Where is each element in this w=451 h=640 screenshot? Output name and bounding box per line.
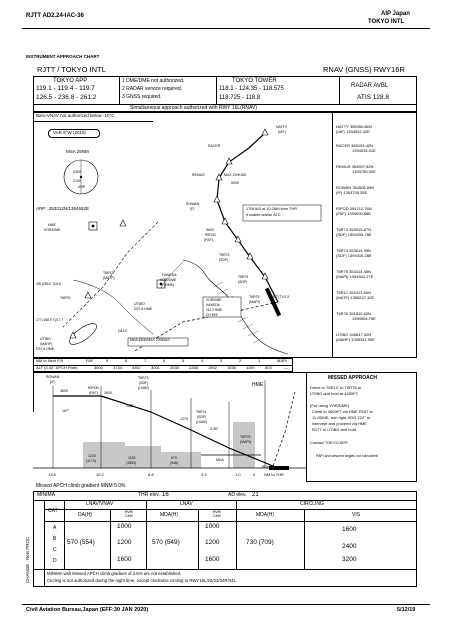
cat-header: CAT bbox=[48, 508, 58, 514]
dist-row1-cell: 2 bbox=[239, 358, 242, 363]
twr-freq-2: 118.725 - 118.8 bbox=[219, 95, 261, 101]
plan-max-speed: MAX 210KIAS bbox=[224, 173, 247, 177]
plan-d43: D43.0 bbox=[118, 329, 128, 333]
prof-t6r74-lnav: (LNAV) bbox=[196, 420, 208, 424]
fix-t6r74: T6R74 353614.99N bbox=[336, 248, 371, 253]
minima-note-1: MINIMA with Missed APCH climb gradient of 2.5% are not established. bbox=[47, 571, 182, 576]
minima-label: MINIMA bbox=[37, 492, 56, 498]
title-procedure: RNAV (GNSS) RWY16R bbox=[323, 65, 405, 74]
profile-divider bbox=[306, 372, 307, 482]
plan-ripod-faf: (FAF) bbox=[204, 238, 213, 242]
fix-racer: RACER 355153.42N bbox=[336, 143, 373, 148]
dist-row2-cell: 803 bbox=[265, 365, 272, 370]
var-text: VAR 8°W (2019) bbox=[53, 130, 86, 135]
fix-utibo-2: (MAHF) 1395341.90E bbox=[336, 337, 375, 342]
left-radial-1: 2W (255.6 T)/6.6 bbox=[36, 282, 61, 286]
ln-mda-value: 570 (549) bbox=[152, 539, 180, 546]
note-1: 1 DME/DME not authorized. bbox=[122, 78, 185, 84]
ln-mda-header: MDA(H) bbox=[160, 512, 179, 518]
thr-value: 16 bbox=[162, 492, 169, 498]
plan-remus: REMUS bbox=[192, 173, 205, 177]
c-vis-2: 2400 bbox=[342, 543, 357, 550]
plan-utibo-bottom-2: (MAHF) bbox=[40, 342, 53, 346]
vordme-box-4: CH 69X bbox=[206, 313, 218, 317]
prof-box2: 1160 bbox=[128, 456, 136, 460]
prof-rowan-if: (IF) bbox=[50, 380, 56, 384]
lv-rvr-header: RVR/ CMV bbox=[124, 510, 134, 518]
dist-row2-cell: — bbox=[284, 365, 288, 370]
plan-alt-5000: 5000 bbox=[231, 181, 239, 185]
minima-side-divider bbox=[44, 500, 45, 587]
plan-view-drawing bbox=[33, 112, 333, 358]
fix-t6r75: T6R75 353414.45N bbox=[336, 269, 371, 274]
speed-note-1: 170KIAS at 10.2NM from THR bbox=[246, 207, 297, 211]
ln-rvr-1: 1000 bbox=[205, 523, 220, 530]
vordme-box-3: 112.2 HME bbox=[206, 308, 223, 312]
plan-alt-3600: 3600 bbox=[206, 228, 214, 232]
missed-contact: Contact TOKYO APP. bbox=[310, 440, 349, 445]
fix-t6r73-2: (SDF) 1394206.78E bbox=[336, 232, 372, 237]
plan-course: 157°(T)*2.3 bbox=[271, 295, 289, 299]
twr-freq-1: 118.1 - 124.35 - 118.575 bbox=[219, 86, 284, 92]
msa-alt-2: 2100 bbox=[73, 179, 81, 183]
msa-label: MSA 25NM bbox=[66, 149, 89, 154]
plan-t6r75: T6R75 bbox=[249, 295, 260, 299]
dist-row2-cell: 2635 bbox=[170, 365, 179, 370]
fix-t6r74-2: (SDF) 1394416.28E bbox=[336, 253, 372, 258]
c-vis-3: 3200 bbox=[342, 556, 357, 563]
da-h-header: DA(H) bbox=[78, 512, 92, 518]
c-vis-1: 1600 bbox=[342, 526, 357, 533]
missed-text-2: UTIBO and hold at 4500FT. bbox=[310, 391, 359, 396]
plan-t6r73: T6R73 bbox=[219, 253, 230, 257]
chart-type: INSTRUMENT APPROACH CHART bbox=[26, 54, 100, 59]
note-2: 2 RADAR service required. bbox=[122, 86, 183, 92]
prof-box1: 1230 bbox=[88, 454, 96, 458]
plan-rowan-f: (F) bbox=[190, 207, 195, 211]
cat-d: D bbox=[53, 558, 57, 564]
prof-rdh: RDH 52 bbox=[262, 465, 275, 469]
fix-t6r76: T6R76 351810.62N bbox=[336, 311, 371, 316]
plan-mha: MHA 4500/MAX 230KIAS bbox=[130, 338, 170, 342]
c-mda-value: 730 (709) bbox=[246, 539, 274, 546]
prof-rowan: ROWAN bbox=[46, 375, 60, 379]
msa-alt-1: 4300 bbox=[73, 170, 81, 174]
minima-col-1 bbox=[110, 509, 111, 569]
prof-box3: 970 bbox=[171, 456, 177, 460]
profile-distance: NM to THR bbox=[264, 472, 284, 477]
fix-t6r12-2: (MATF) 1395247.10E bbox=[336, 295, 375, 300]
missed-text-1: Direct to T6R12, to T6R76,to bbox=[310, 385, 361, 390]
fix-ripod: RIPOD 354212.76N bbox=[336, 206, 372, 211]
dist-row2-cell: 3001 bbox=[151, 365, 160, 370]
ln-rvr-header: RVR/ CMV bbox=[212, 510, 222, 518]
prof-alt-2581: 2581 bbox=[126, 404, 134, 408]
fix-t6r73: T6R73 353915.87N bbox=[336, 227, 371, 232]
comms-divider-1 bbox=[119, 76, 120, 104]
vis-header: VIS bbox=[352, 512, 361, 518]
prof-t6r74-sdf: (SDF) bbox=[197, 415, 207, 419]
cat-a: A bbox=[53, 525, 57, 531]
note-3: 3 GNSS required. bbox=[122, 94, 162, 100]
profile-distance: 0 bbox=[253, 472, 256, 477]
fix-rowan: ROWAN 354508.89N bbox=[336, 185, 375, 190]
footer-page: 5/12/19 bbox=[397, 607, 416, 613]
airport-name: TOKYO INTL bbox=[368, 19, 405, 25]
arp-coords: ARP : 353312N/1394652E bbox=[36, 206, 89, 211]
radar-avbl: RADAR AVBL bbox=[351, 83, 389, 89]
prof-alt-3600a: 3600 bbox=[60, 389, 68, 393]
prof-ripod-faf: (FAF) bbox=[89, 391, 98, 395]
minima-rule-4 bbox=[33, 569, 417, 570]
profile-distance: 13.6 bbox=[48, 472, 56, 477]
prof-t6r73-sdf: (SDF) bbox=[139, 381, 149, 385]
dist-row1-cell: 1 bbox=[258, 358, 261, 363]
plan-t6r12-matf: (MATF) bbox=[103, 276, 115, 280]
plan-haneda-vd: VOR/DME bbox=[160, 278, 177, 282]
lv-da-value: 570 (554) bbox=[67, 539, 95, 546]
papi-note: PAPI and descent angles not coincident bbox=[316, 454, 378, 458]
fix-rowan-2: (IF) 1393755.35E bbox=[336, 190, 368, 195]
dist-row2-cell: 2268 bbox=[189, 365, 198, 370]
fix-utibo: UTIBO 345647.02N bbox=[336, 332, 372, 337]
missed-title: MISSED APPROACH bbox=[328, 375, 377, 381]
climb-note: Missed APCH climb gradient MNM 5.0% bbox=[36, 483, 126, 489]
prof-ripod: RIPOD bbox=[88, 386, 100, 390]
plan-haneda: HANEDA bbox=[162, 273, 177, 277]
atis-freq: ATIS 128.8 bbox=[357, 94, 390, 101]
prof-t6r75: T6R75 bbox=[240, 435, 251, 439]
dist-row1-cell: 5 bbox=[182, 358, 185, 363]
fix-t6r75-2: (MAPt) 1394541.27E bbox=[336, 274, 374, 279]
minima-col-4 bbox=[236, 500, 237, 569]
ad-label: AD elev. bbox=[228, 492, 247, 498]
publisher: AIP Japan bbox=[381, 11, 410, 17]
circling-header: CIRCLING bbox=[300, 501, 324, 507]
c-mda-header: MDA(H) bbox=[256, 512, 275, 518]
prof-alt-1279: 1279 bbox=[180, 417, 188, 421]
lv-rvr-2: 1200 bbox=[117, 539, 132, 546]
plan-t6r74-sdf: (SDF) bbox=[238, 280, 248, 284]
cat-b: B bbox=[53, 536, 57, 542]
dist-row1-cell: MAPt bbox=[277, 358, 287, 363]
prof-angle: 3.45° bbox=[210, 427, 219, 431]
profile-distance: 10.2 bbox=[96, 472, 104, 477]
twr-label: TOKYO TOWER bbox=[232, 78, 277, 84]
dist-row1-cell: 8 bbox=[125, 358, 128, 363]
prof-t6r75-mapt: (MAPt) bbox=[240, 440, 251, 444]
plan-rowan: ROWAN bbox=[186, 202, 200, 206]
prof-box2b: (1559) bbox=[126, 461, 137, 465]
minima-note-2: Circling is not authorized during the night time, except clockwise circling to RWY16L/22/23/34R/34L. bbox=[47, 578, 238, 583]
vordme-box-1: VOR/DME bbox=[206, 298, 222, 302]
title-location: RJTT / TOKYO INTL bbox=[37, 65, 106, 74]
plan-utibo-dist: D37.6 HME bbox=[134, 307, 153, 311]
profile-distance: 3.3 bbox=[201, 472, 207, 477]
app-freq-2: 126.5 - 236.8 - 261.2 bbox=[36, 94, 97, 101]
fix-remus-2: 1393755.52E bbox=[352, 169, 376, 174]
footer-issuer: Civil Aviation Bureau,Japan (EFF:30 JAN 2020) bbox=[26, 607, 149, 613]
dist-row1-cell: 6 bbox=[163, 358, 166, 363]
msa-center: ARP bbox=[78, 185, 86, 189]
cat-c: C bbox=[53, 547, 57, 553]
prof-t6r73-lnav: (LNAV) bbox=[138, 386, 150, 390]
prof-alt-3600b: 3600 bbox=[104, 391, 112, 395]
dist-row2-cell: 1902 bbox=[208, 365, 217, 370]
dist-row2-cell: 3734 bbox=[113, 365, 122, 370]
plan-haneda-id: (HME) bbox=[164, 283, 175, 287]
dist-row1-cell: 7 bbox=[144, 358, 147, 363]
fix-t6r12: T6R12 352413.60N bbox=[336, 290, 371, 295]
dist-row2-cell: 3600 bbox=[94, 365, 103, 370]
plan-t6r76: T6R76 bbox=[60, 296, 71, 300]
prof-mda: MDA bbox=[216, 458, 224, 462]
missed-text-6: intercept and proceed via HME bbox=[312, 421, 367, 426]
fix-natty: NATTY 355350.86N bbox=[336, 124, 372, 129]
header-rule bbox=[22, 28, 430, 29]
ln-rvr-3: 1600 bbox=[205, 556, 220, 563]
fix-ripod-2: (FAF) 1394000.68E bbox=[336, 211, 371, 216]
prof-hme: HME bbox=[252, 382, 264, 388]
thr-label: THR elev. bbox=[138, 492, 160, 498]
footer-rule bbox=[22, 604, 430, 605]
plan-ripod: RIPOD bbox=[205, 233, 217, 237]
plan-natty: NATTY bbox=[276, 125, 288, 129]
plan-utibo-bottom: UTIBO bbox=[40, 337, 51, 341]
minima-cat-divider bbox=[64, 500, 65, 569]
plan-hme: HME bbox=[48, 223, 56, 227]
fix-natty-2: (IAF) 1394533.32E bbox=[336, 129, 370, 134]
dist-row1-cell: 9 bbox=[106, 358, 109, 363]
minima-col-3 bbox=[198, 509, 199, 569]
fix-t6r76-2: 1394904.75E bbox=[352, 316, 376, 321]
minima-rule-3 bbox=[44, 521, 417, 522]
baro-note: Baro-VNAV not authorized below -10°C bbox=[36, 113, 115, 118]
plan-natty-iaf: (IAF) bbox=[278, 130, 286, 134]
profile-distance: 1.0 bbox=[235, 472, 241, 477]
lnav-header: LNAV bbox=[180, 501, 193, 507]
left-radial-2: 177 (168.9 T)/17.7 bbox=[36, 318, 64, 322]
ln-rvr-2: 1200 bbox=[205, 539, 220, 546]
lv-rvr-1: 1000 bbox=[117, 523, 132, 530]
lv-rvr-3: 1600 bbox=[117, 556, 132, 563]
missed-text-7: R177 to UTIBO and hold. bbox=[312, 427, 357, 432]
speed-note-2: if unable advise ATC bbox=[246, 213, 281, 217]
dist-row2-cell: 1536 bbox=[227, 365, 236, 370]
plan-utibo-bottom-3: D37.6 HME bbox=[36, 347, 55, 351]
dist-row1-cell: 4 bbox=[201, 358, 204, 363]
prof-t6r73: T6R73 bbox=[138, 376, 149, 380]
change-label: CHANGE : New PROC bbox=[25, 536, 30, 583]
simultaneous-note: Simultaneous approach authorized with RWY 16L(RNAV) bbox=[130, 105, 258, 111]
missed-text-3: (For using VOR/DME) bbox=[310, 403, 350, 408]
plan-utibo: UTIBO bbox=[134, 302, 145, 306]
profile-distance: 6.8 bbox=[148, 472, 154, 477]
app-freq-1: 119.1 - 119.4 - 119.7 bbox=[36, 85, 95, 92]
plan-t6r12: T6R12 bbox=[103, 271, 114, 275]
plan-t6r74: T6R74 bbox=[238, 275, 249, 279]
minima-rule-2 bbox=[44, 509, 417, 510]
prof-crs: 157° bbox=[62, 409, 70, 413]
plan-t6r73-sdf: (SDF) bbox=[219, 258, 229, 262]
prof-box3b: (946) bbox=[170, 461, 179, 465]
vordme-box-2: HANEDA bbox=[206, 303, 220, 307]
ad-value: 21 bbox=[252, 492, 259, 498]
fix-racer-2: 1394034.41E bbox=[352, 148, 376, 153]
dist-row2-cell: 3367 bbox=[132, 365, 141, 370]
plan-hme-vordme: VOR/DME bbox=[44, 228, 61, 232]
doc-id: RJTT AD2.24-IAC-36 bbox=[26, 13, 84, 19]
minima-col-2 bbox=[146, 500, 147, 569]
dist-row2-label: ALT (3.45° APCH Path) bbox=[36, 365, 78, 370]
fix-remus: REMUS 354907.52N bbox=[336, 164, 374, 169]
dist-row2-cell: 1169 bbox=[246, 365, 255, 370]
missed-text-5: 11.0DME, turn right HDG 222° to bbox=[312, 415, 371, 420]
dist-row1-cell: 3 bbox=[220, 358, 223, 363]
dist-row1-label: NM to Next FIX bbox=[36, 358, 64, 363]
comms-divider-3 bbox=[339, 76, 340, 104]
comms-divider-2 bbox=[216, 76, 217, 104]
plan-racer: RACER bbox=[208, 144, 221, 148]
minima-col-5 bbox=[304, 509, 305, 569]
app-label: TOKYO APP bbox=[53, 78, 88, 84]
prof-box1b: (1179) bbox=[86, 459, 96, 463]
prof-t6r74: T6R74 bbox=[196, 410, 207, 414]
missed-text-4: Climb to 4500FT via HME R157 to bbox=[312, 409, 373, 414]
plan-t6r75-mapt: (MAPt) bbox=[249, 300, 260, 304]
lnav-vnav-header: LNAV/VNAV bbox=[86, 501, 114, 507]
dist-row1-faf: FAF bbox=[86, 358, 94, 363]
